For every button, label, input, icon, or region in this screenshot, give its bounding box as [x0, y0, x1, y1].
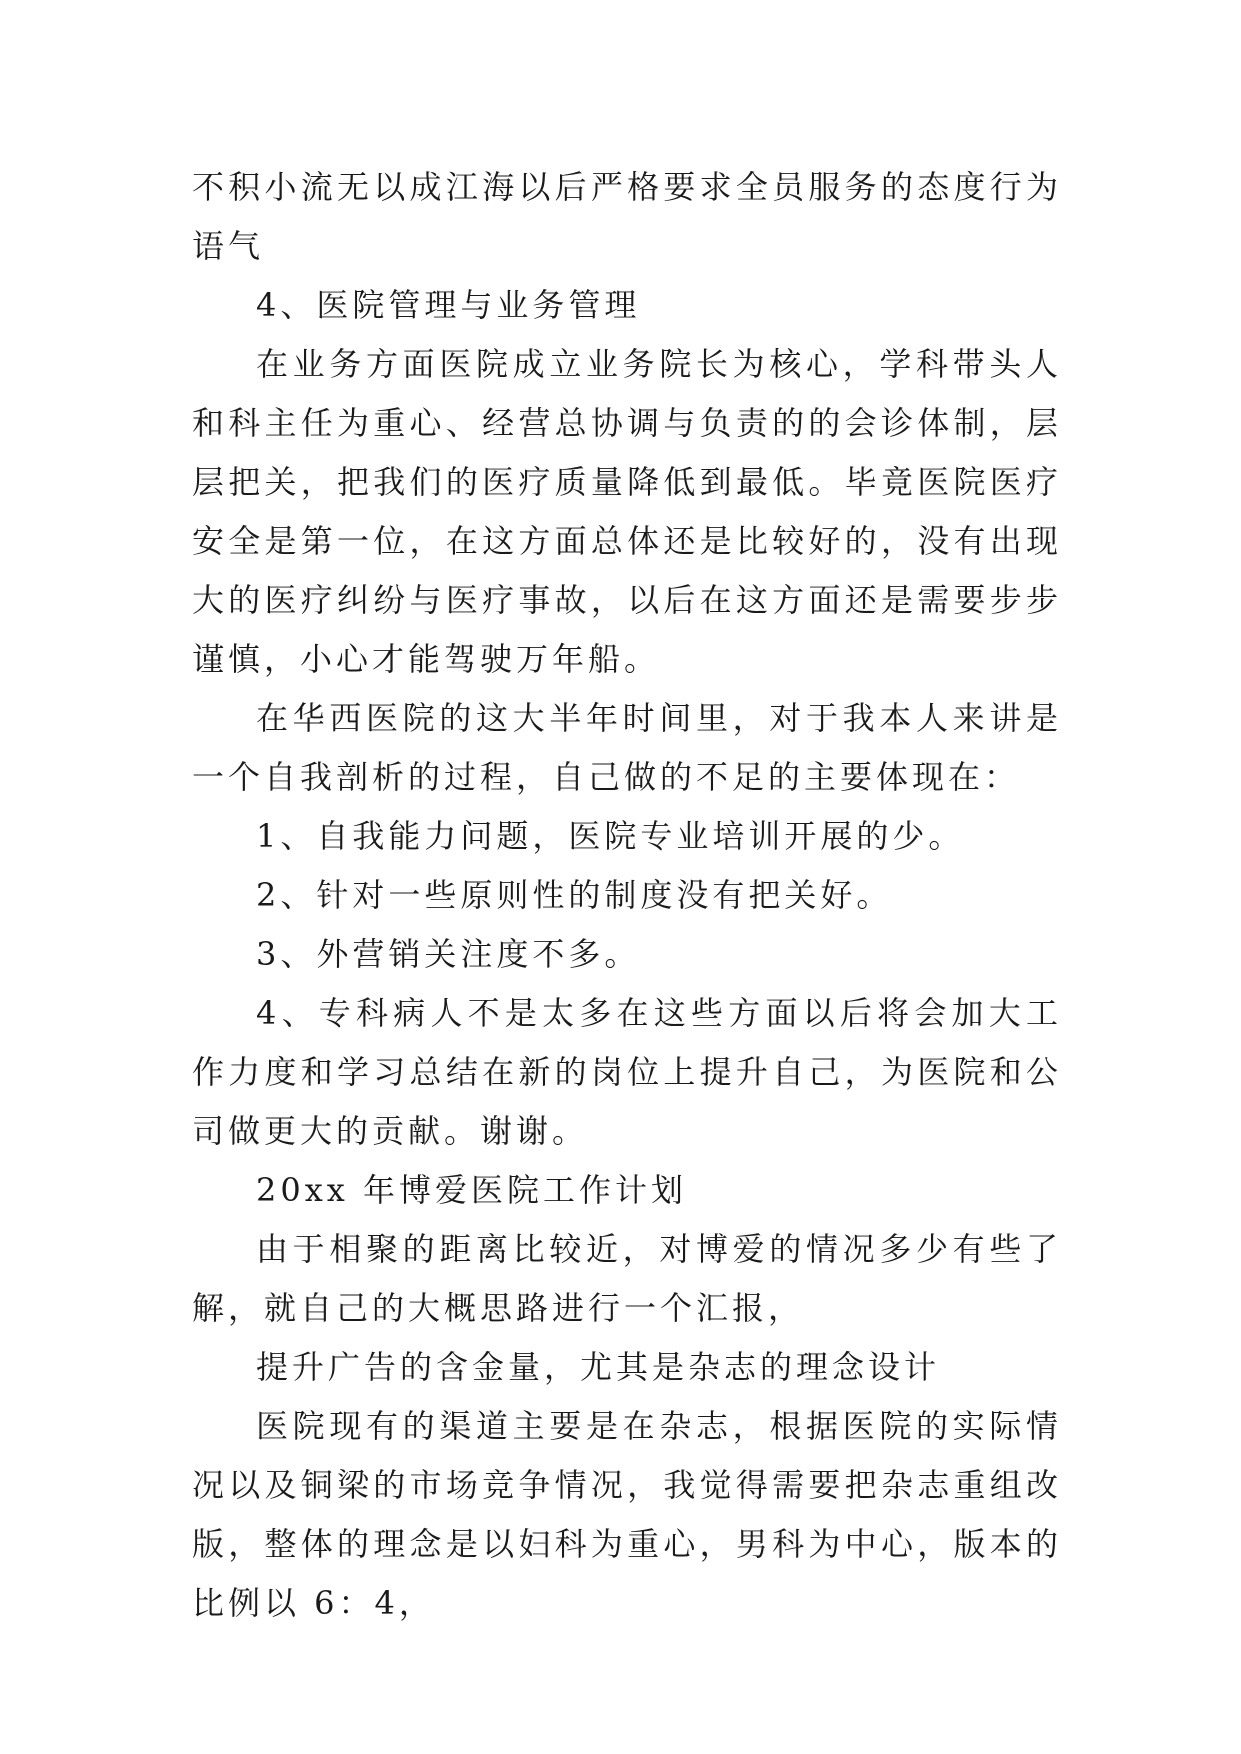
paragraph: 由于相聚的距离比较近，对博爱的情况多少有些了解，就自己的大概思路进行一个汇报，	[192, 1230, 1062, 1327]
list-item: 2、针对一些原则性的制度没有把关好。	[256, 876, 893, 914]
section-title: 20xx 年博爱医院工作计划	[256, 1171, 687, 1209]
paragraph: 在华西医院的这大半年时间里，对于我本人来讲是一个自我剖析的过程，自己做的不足的主要体现在：	[192, 699, 1062, 796]
paragraph: 在业务方面医院成立业务院长为核心，学科带头人和科主任为重心、经营总协调与负责的的会诊体制，层层把关，把我们的医疗质量降低到最低。毕竟医院医疗安全是第一位，在这方面总体还是比较好的，没有出现大的医疗纠纷与医疗事故，以后在这方面还是需要步步谨慎，小心才能驾驶万年船。	[192, 345, 1062, 678]
list-item: 3、外营销关注度不多。	[256, 935, 641, 973]
paragraph: 不积小流无以成江海以后严格要求全员服务的态度行为语气	[192, 168, 1062, 265]
paragraph: 提升广告的含金量，尤其是杂志的理念设计	[256, 1348, 941, 1386]
paragraph: 医院现有的渠道主要是在杂志，根据医院的实际情况以及铜梁的市场竞争情况，我觉得需要把杂志重组改版，整体的理念是以妇科为重心，男科为中心，版本的比例以 6：4，	[192, 1407, 1062, 1622]
paragraph-heading: 4、医院管理与业务管理	[256, 286, 641, 324]
document-body	[192, 158, 1062, 1633]
list-item: 4、专科病人不是太多在这些方面以后将会加大工作力度和学习总结在新的岗位上提升自己，为医院和公司做更大的贡献。谢谢。	[192, 994, 1062, 1150]
list-item: 1、自我能力问题，医院专业培训开展的少。	[256, 817, 965, 855]
